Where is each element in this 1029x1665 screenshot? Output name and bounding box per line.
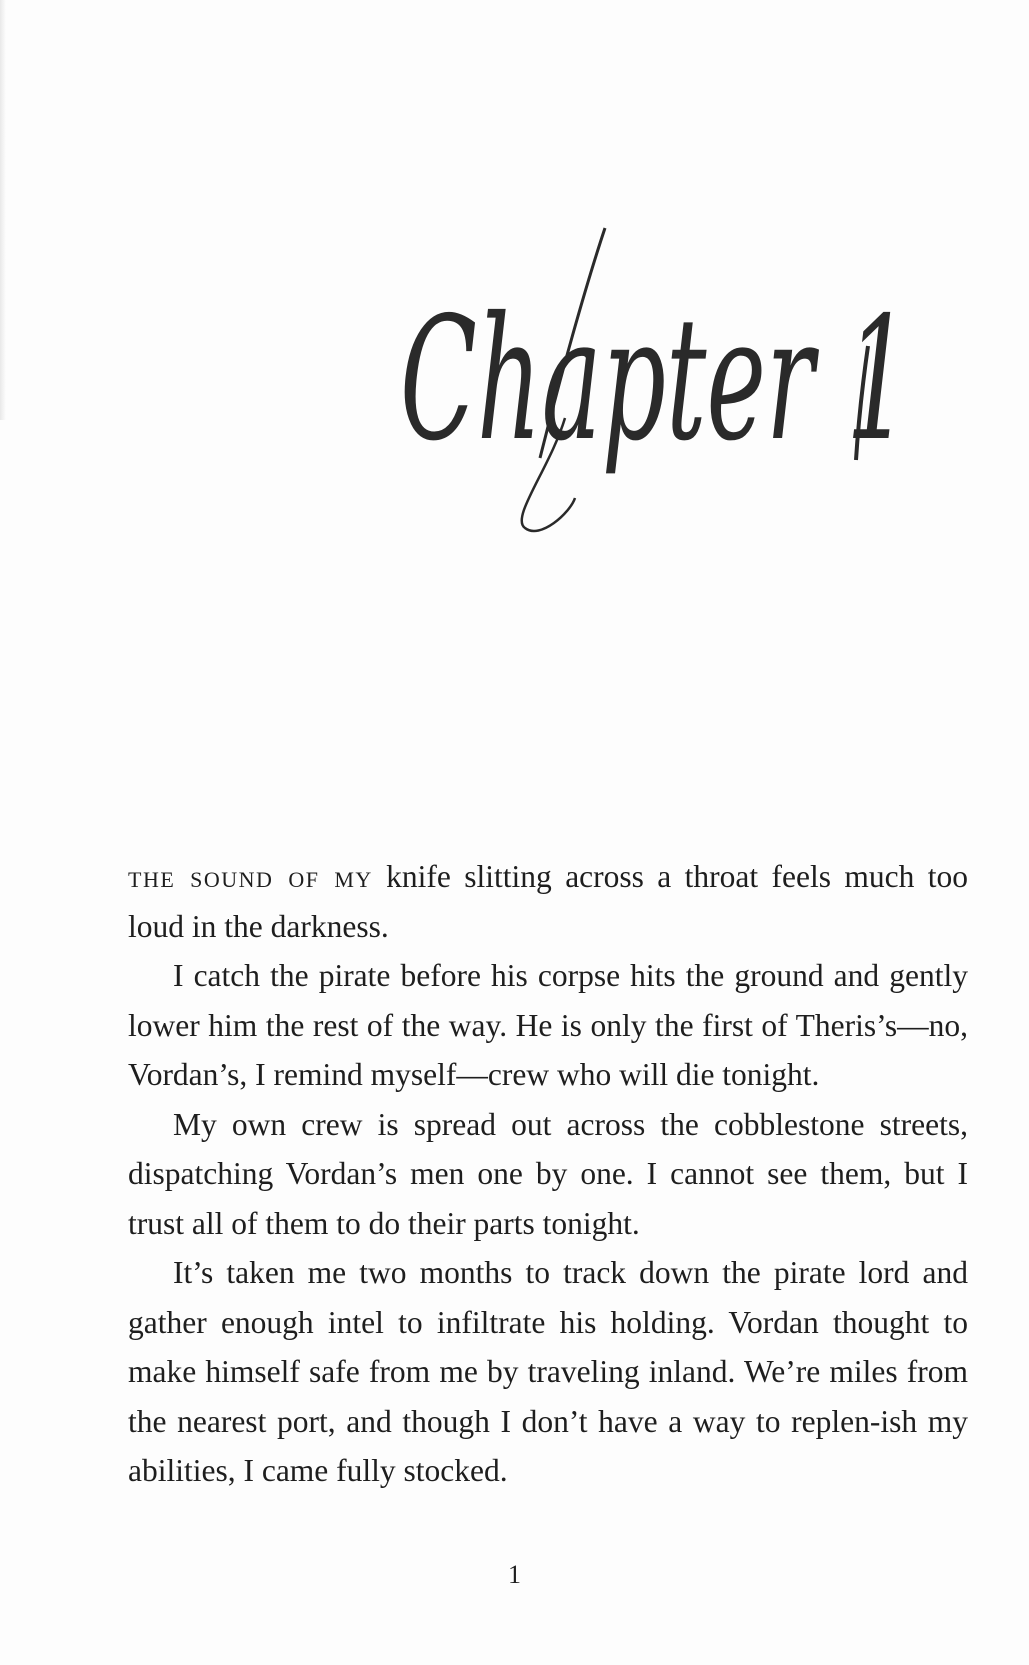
paragraph-1-text: knife slitting across a throat feels much too loud in the darkness. xyxy=(128,859,968,944)
chapter-body xyxy=(128,852,968,1496)
chapter-title: Chapter 1 xyxy=(400,281,910,479)
paragraph-4: It’s taken me two months to track down the pirate lord and gather enough intel to infiltrate his holding. Vordan thought to make himself safe from me by traveling inland. We’re miles from the nearest port, and though I don’t have a way to replen-ish my abilities, I came fully stocked. xyxy=(128,1255,968,1488)
opening-smallcaps: the sound of my xyxy=(128,859,373,894)
paragraph-2: I catch the pirate before his corpse hits the ground and gently lower him the rest of the way. He is only the first of Theris’s—no, Vordan’s, I remind myself—crew who will die tonight. xyxy=(128,958,968,1092)
paragraph-3: My own crew is spread out across the cobblestone streets, dispatching Vordan’s men one by one. I cannot see them, but I trust all of them to do their parts tonight. xyxy=(128,1106,968,1241)
chapter-heading xyxy=(400,228,960,568)
paragraph-1 xyxy=(128,852,968,951)
page-number: 1 xyxy=(508,1560,521,1589)
chapter-heading-calligraphy xyxy=(400,228,960,568)
page-edge-shadow xyxy=(0,0,6,420)
